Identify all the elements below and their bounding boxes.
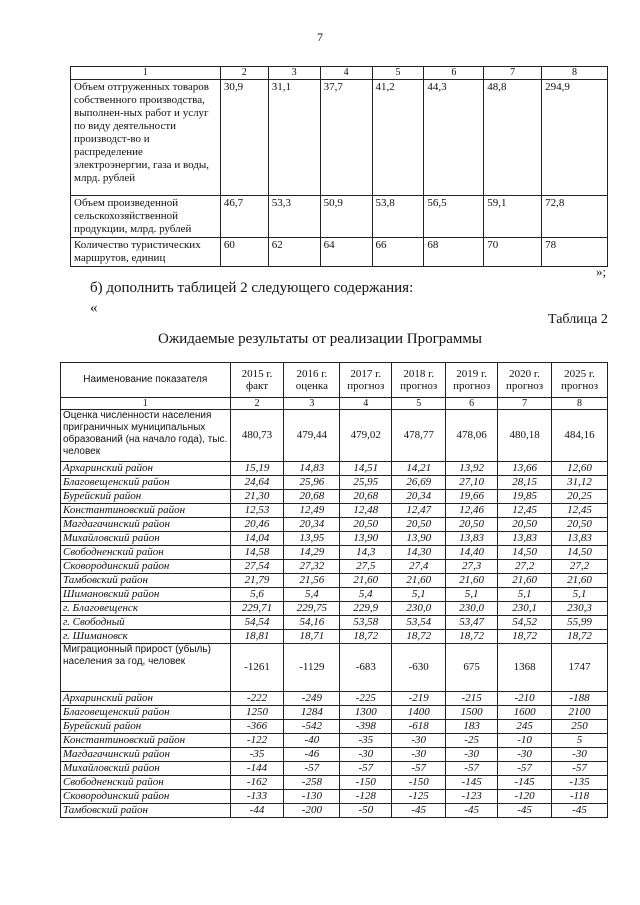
district-value: 14,3 xyxy=(340,546,392,560)
district-value: 27,32 xyxy=(284,560,340,574)
district-value: 13,83 xyxy=(446,532,498,546)
district-name: Шимановский район xyxy=(61,588,231,602)
table-1-column-number: 8 xyxy=(542,67,608,80)
district-value: -57 xyxy=(498,762,552,776)
indicator-value: 480,73 xyxy=(230,410,284,462)
district-row xyxy=(61,546,608,560)
district-value: 18,72 xyxy=(446,630,498,644)
district-value: 21,60 xyxy=(392,574,446,588)
district-name: Михайловский район xyxy=(61,532,231,546)
district-value: -125 xyxy=(392,790,446,804)
indicator-value: 1368 xyxy=(498,644,552,692)
district-value: -45 xyxy=(392,804,446,818)
page-number: 7 xyxy=(317,30,323,44)
table-1-column-number: 7 xyxy=(484,67,542,80)
district-name: Магдагачинский район xyxy=(61,748,231,762)
district-row xyxy=(61,490,608,504)
district-value: 21,30 xyxy=(230,490,284,504)
district-value: -188 xyxy=(552,692,608,706)
district-value: 14,83 xyxy=(284,462,340,476)
district-value: -57 xyxy=(552,762,608,776)
district-value: -219 xyxy=(392,692,446,706)
table-2-title: Ожидаемые результаты от реализации Программы xyxy=(158,331,482,347)
district-value: 5,6 xyxy=(230,588,284,602)
indicator-value: 479,02 xyxy=(340,410,392,462)
district-value: 230,0 xyxy=(446,602,498,616)
district-value: 14,51 xyxy=(340,462,392,476)
indicator-value: 72,8 xyxy=(542,196,608,238)
district-value: 183 xyxy=(446,720,498,734)
indicator-value: 1747 xyxy=(552,644,608,692)
indicator-value: 37,7 xyxy=(320,80,372,196)
district-value: 14,40 xyxy=(446,546,498,560)
district-name: г. Шимановск xyxy=(61,630,231,644)
district-value: 54,16 xyxy=(284,616,340,630)
indicator-value: 68 xyxy=(424,238,484,267)
indicator-value: 44,3 xyxy=(424,80,484,196)
district-value: 18,71 xyxy=(284,630,340,644)
district-value: 13,95 xyxy=(284,532,340,546)
table-2-column-number: 3 xyxy=(284,398,340,410)
indicator-name: Оценка численности населения приграничных муниципальных образований (на начало года), тыс. человек xyxy=(61,410,231,462)
district-value: 20,68 xyxy=(284,490,340,504)
indicator-value: 53,8 xyxy=(372,196,424,238)
indicator-name: Объем произведенной сельскохозяйственной продукции, млрд. рублей xyxy=(71,196,221,238)
district-value: 14,30 xyxy=(392,546,446,560)
district-value: 250 xyxy=(552,720,608,734)
district-name: Благовещенский район xyxy=(61,706,231,720)
district-name: Свободненский район xyxy=(61,546,231,560)
district-value: -30 xyxy=(392,748,446,762)
district-row xyxy=(61,518,608,532)
table-1-column-number: 4 xyxy=(320,67,372,80)
district-value: 21,60 xyxy=(498,574,552,588)
district-value: 14,58 xyxy=(230,546,284,560)
district-row xyxy=(61,720,608,734)
district-row xyxy=(61,616,608,630)
indicator-name-header: Наименование показателя xyxy=(61,363,231,398)
district-value: 53,58 xyxy=(340,616,392,630)
district-row xyxy=(61,706,608,720)
district-value: -135 xyxy=(552,776,608,790)
district-value: 5,4 xyxy=(284,588,340,602)
table-2-column-number: 5 xyxy=(392,398,446,410)
district-value: 13,66 xyxy=(498,462,552,476)
indicator-name: Количество туристических маршрутов, единиц xyxy=(71,238,221,267)
table-1-column-number: 3 xyxy=(268,67,320,80)
district-name: Константиновский район xyxy=(61,734,231,748)
district-value: -210 xyxy=(498,692,552,706)
district-value: 20,34 xyxy=(284,518,340,532)
indicator-value: 41,2 xyxy=(372,80,424,196)
district-name: Магдагачинский район xyxy=(61,518,231,532)
indicator-value: 294,9 xyxy=(542,80,608,196)
district-value: -150 xyxy=(340,776,392,790)
district-value: 18,72 xyxy=(340,630,392,644)
district-value: 20,50 xyxy=(552,518,608,532)
district-value: 54,52 xyxy=(498,616,552,630)
district-row xyxy=(61,748,608,762)
district-name: Сковородинский район xyxy=(61,790,231,804)
open-quote-mark: « xyxy=(90,300,98,316)
district-value: -30 xyxy=(340,748,392,762)
table-1-header-row xyxy=(71,67,608,80)
district-value: 27,2 xyxy=(552,560,608,574)
district-value: 20,50 xyxy=(446,518,498,532)
indicator-value: -1261 xyxy=(230,644,284,692)
year-header: 2020 г. прогноз xyxy=(498,363,552,398)
year-header: 2015 г. факт xyxy=(230,363,284,398)
district-name: Свободненский район xyxy=(61,776,231,790)
district-value: 20,46 xyxy=(230,518,284,532)
district-value: 2100 xyxy=(552,706,608,720)
district-value: 229,75 xyxy=(284,602,340,616)
district-value: 12,45 xyxy=(498,504,552,518)
district-value: 20,34 xyxy=(392,490,446,504)
district-row xyxy=(61,462,608,476)
district-value: -130 xyxy=(284,790,340,804)
district-value: -133 xyxy=(230,790,284,804)
district-value: -30 xyxy=(392,734,446,748)
district-value: -258 xyxy=(284,776,340,790)
district-name: Архаринский район xyxy=(61,692,231,706)
year-header: 2025 г. прогноз xyxy=(552,363,608,398)
table-2-column-number: 4 xyxy=(340,398,392,410)
district-name: Архаринский район xyxy=(61,462,231,476)
district-value: 14,21 xyxy=(392,462,446,476)
district-value: 12,46 xyxy=(446,504,498,518)
district-value: -145 xyxy=(446,776,498,790)
district-value: 1300 xyxy=(340,706,392,720)
district-value: -45 xyxy=(552,804,608,818)
district-value: 13,90 xyxy=(340,532,392,546)
district-value: -200 xyxy=(284,804,340,818)
district-value: 21,60 xyxy=(340,574,392,588)
district-value: 5,1 xyxy=(552,588,608,602)
district-row xyxy=(61,588,608,602)
district-row xyxy=(61,790,608,804)
district-value: -57 xyxy=(392,762,446,776)
district-row xyxy=(61,504,608,518)
year-header: 2018 г. прогноз xyxy=(392,363,446,398)
district-value: -46 xyxy=(284,748,340,762)
indicator-value: -1129 xyxy=(284,644,340,692)
district-value: -145 xyxy=(498,776,552,790)
district-value: 12,45 xyxy=(552,504,608,518)
district-value: 230,1 xyxy=(498,602,552,616)
district-value: -123 xyxy=(446,790,498,804)
district-value: -249 xyxy=(284,692,340,706)
district-value: 1400 xyxy=(392,706,446,720)
district-value: 20,50 xyxy=(340,518,392,532)
table-1-column-number: 1 xyxy=(71,67,221,80)
district-row xyxy=(61,560,608,574)
district-value: 230,3 xyxy=(552,602,608,616)
district-value: 13,83 xyxy=(498,532,552,546)
district-value: -10 xyxy=(498,734,552,748)
district-row xyxy=(61,574,608,588)
district-value: 20,68 xyxy=(340,490,392,504)
district-name: Сковородинский район xyxy=(61,560,231,574)
district-value: 27,10 xyxy=(446,476,498,490)
table-2-column-number: 6 xyxy=(446,398,498,410)
district-value: 5,1 xyxy=(446,588,498,602)
district-value: 12,53 xyxy=(230,504,284,518)
district-value: -162 xyxy=(230,776,284,790)
indicator-value: 70 xyxy=(484,238,542,267)
district-value: 1500 xyxy=(446,706,498,720)
district-value: -35 xyxy=(340,734,392,748)
table-1-row xyxy=(71,196,608,238)
district-value: 1250 xyxy=(230,706,284,720)
district-value: -30 xyxy=(552,748,608,762)
district-value: 27,4 xyxy=(392,560,446,574)
district-value: 26,69 xyxy=(392,476,446,490)
district-value: 14,04 xyxy=(230,532,284,546)
table-2-column-number: 8 xyxy=(552,398,608,410)
district-value: 12,47 xyxy=(392,504,446,518)
district-value: -57 xyxy=(446,762,498,776)
district-value: 230,0 xyxy=(392,602,446,616)
district-value: 28,15 xyxy=(498,476,552,490)
district-value: 53,47 xyxy=(446,616,498,630)
district-value: -40 xyxy=(284,734,340,748)
indicator-value: 31,1 xyxy=(268,80,320,196)
district-value: -50 xyxy=(340,804,392,818)
district-value: 20,50 xyxy=(392,518,446,532)
table-2-column-number: 7 xyxy=(498,398,552,410)
district-value: 21,79 xyxy=(230,574,284,588)
district-value: 31,12 xyxy=(552,476,608,490)
district-value: 27,5 xyxy=(340,560,392,574)
district-name: Бурейский район xyxy=(61,490,231,504)
district-value: -35 xyxy=(230,748,284,762)
district-value: 13,83 xyxy=(552,532,608,546)
district-value: 5,1 xyxy=(498,588,552,602)
district-value: -45 xyxy=(498,804,552,818)
indicator-value: 66 xyxy=(372,238,424,267)
district-value: 18,72 xyxy=(498,630,552,644)
district-value: 12,60 xyxy=(552,462,608,476)
district-value: -222 xyxy=(230,692,284,706)
district-value: 14,50 xyxy=(498,546,552,560)
indicator-value: 479,44 xyxy=(284,410,340,462)
district-row xyxy=(61,692,608,706)
table-1 xyxy=(70,66,608,267)
district-value: 54,54 xyxy=(230,616,284,630)
district-value: 13,92 xyxy=(446,462,498,476)
district-value: 20,50 xyxy=(498,518,552,532)
indicator-value: 59,1 xyxy=(484,196,542,238)
district-value: 12,48 xyxy=(340,504,392,518)
district-value: 18,72 xyxy=(552,630,608,644)
district-value: 21,60 xyxy=(446,574,498,588)
district-row xyxy=(61,532,608,546)
district-value: 25,96 xyxy=(284,476,340,490)
district-value: 15,19 xyxy=(230,462,284,476)
district-value: -30 xyxy=(446,748,498,762)
section2-summary-row xyxy=(61,644,608,692)
district-value: -25 xyxy=(446,734,498,748)
district-value: -366 xyxy=(230,720,284,734)
table-2-header-row xyxy=(61,363,608,398)
district-value: 18,72 xyxy=(392,630,446,644)
indicator-value: 478,77 xyxy=(392,410,446,462)
district-value: 5,1 xyxy=(392,588,446,602)
district-value: -120 xyxy=(498,790,552,804)
district-value: 27,3 xyxy=(446,560,498,574)
indicator-value: 484,16 xyxy=(552,410,608,462)
district-value: 5,4 xyxy=(340,588,392,602)
district-value: 21,56 xyxy=(284,574,340,588)
indicator-value: 675 xyxy=(446,644,498,692)
indicator-value: 62 xyxy=(268,238,320,267)
district-value: -215 xyxy=(446,692,498,706)
district-value: -57 xyxy=(340,762,392,776)
indicator-value: -630 xyxy=(392,644,446,692)
subitem-text: б) дополнить таблицей 2 следующего содержания: xyxy=(90,280,414,296)
table-1-column-number: 6 xyxy=(424,67,484,80)
district-value: -398 xyxy=(340,720,392,734)
section1-summary-row xyxy=(61,410,608,462)
district-name: Тамбовский район xyxy=(61,574,231,588)
district-value: 19,85 xyxy=(498,490,552,504)
district-value: 24,64 xyxy=(230,476,284,490)
district-name: Тамбовский район xyxy=(61,804,231,818)
district-value: 1600 xyxy=(498,706,552,720)
district-value: -128 xyxy=(340,790,392,804)
district-value: -150 xyxy=(392,776,446,790)
indicator-value: -683 xyxy=(340,644,392,692)
district-name: Бурейский район xyxy=(61,720,231,734)
district-name: Михайловский район xyxy=(61,762,231,776)
district-name: г. Благовещенск xyxy=(61,602,231,616)
indicator-value: 53,3 xyxy=(268,196,320,238)
table-1-column-number: 5 xyxy=(372,67,424,80)
district-value: -122 xyxy=(230,734,284,748)
district-value: 14,29 xyxy=(284,546,340,560)
district-value: 12,49 xyxy=(284,504,340,518)
table-2-column-number: 1 xyxy=(61,398,231,410)
indicator-value: 48,8 xyxy=(484,80,542,196)
indicator-value: 46,7 xyxy=(220,196,268,238)
district-value: -542 xyxy=(284,720,340,734)
district-value: 229,9 xyxy=(340,602,392,616)
indicator-value: 78 xyxy=(542,238,608,267)
district-row xyxy=(61,602,608,616)
district-row xyxy=(61,734,608,748)
district-value: 229,71 xyxy=(230,602,284,616)
indicator-value: 480,18 xyxy=(498,410,552,462)
district-name: г. Свободный xyxy=(61,616,231,630)
closing-quote-mark: »; xyxy=(596,264,607,279)
year-header: 2019 г. прогноз xyxy=(446,363,498,398)
district-value: -225 xyxy=(340,692,392,706)
indicator-value: 56,5 xyxy=(424,196,484,238)
year-header: 2017 г. прогноз xyxy=(340,363,392,398)
district-value: 20,25 xyxy=(552,490,608,504)
indicator-value: 478,06 xyxy=(446,410,498,462)
district-value: 27,54 xyxy=(230,560,284,574)
district-value: 21,60 xyxy=(552,574,608,588)
year-header: 2016 г. оценка xyxy=(284,363,340,398)
table-2 xyxy=(60,362,608,818)
indicator-value: 30,9 xyxy=(220,80,268,196)
indicator-name: Объем отгруженных товаров собственного производства, выполнен-ных работ и услуг по виду деятельности производст-во и распределение электроэнергии, газа и воды, млрд. рублей xyxy=(71,80,221,196)
district-name: Константиновский район xyxy=(61,504,231,518)
district-row xyxy=(61,630,608,644)
table-1-row xyxy=(71,80,608,196)
district-value: 27,2 xyxy=(498,560,552,574)
indicator-name: Миграционный прирост (убыль) населения за год, человек xyxy=(61,644,231,692)
district-value: 18,81 xyxy=(230,630,284,644)
district-value: -45 xyxy=(446,804,498,818)
district-value: 14,50 xyxy=(552,546,608,560)
district-value: 19,66 xyxy=(446,490,498,504)
table-2-column-number: 2 xyxy=(230,398,284,410)
indicator-value: 60 xyxy=(220,238,268,267)
district-row xyxy=(61,762,608,776)
district-value: 55,99 xyxy=(552,616,608,630)
district-value: 25,95 xyxy=(340,476,392,490)
district-name: Благовещенский район xyxy=(61,476,231,490)
district-value: -618 xyxy=(392,720,446,734)
indicator-value: 64 xyxy=(320,238,372,267)
district-value: 245 xyxy=(498,720,552,734)
district-value: 5 xyxy=(552,734,608,748)
district-value: -30 xyxy=(498,748,552,762)
district-value: -118 xyxy=(552,790,608,804)
table-1-row xyxy=(71,238,608,267)
district-value: 53,54 xyxy=(392,616,446,630)
district-value: -44 xyxy=(230,804,284,818)
table-2-label: Таблица 2 xyxy=(548,312,608,327)
table-1-column-number: 2 xyxy=(220,67,268,80)
indicator-value: 50,9 xyxy=(320,196,372,238)
district-value: -144 xyxy=(230,762,284,776)
district-row xyxy=(61,804,608,818)
district-value: 1284 xyxy=(284,706,340,720)
table-2-column-numbers-row xyxy=(61,398,608,410)
district-value: -57 xyxy=(284,762,340,776)
district-row xyxy=(61,476,608,490)
district-row xyxy=(61,776,608,790)
district-value: 13,90 xyxy=(392,532,446,546)
